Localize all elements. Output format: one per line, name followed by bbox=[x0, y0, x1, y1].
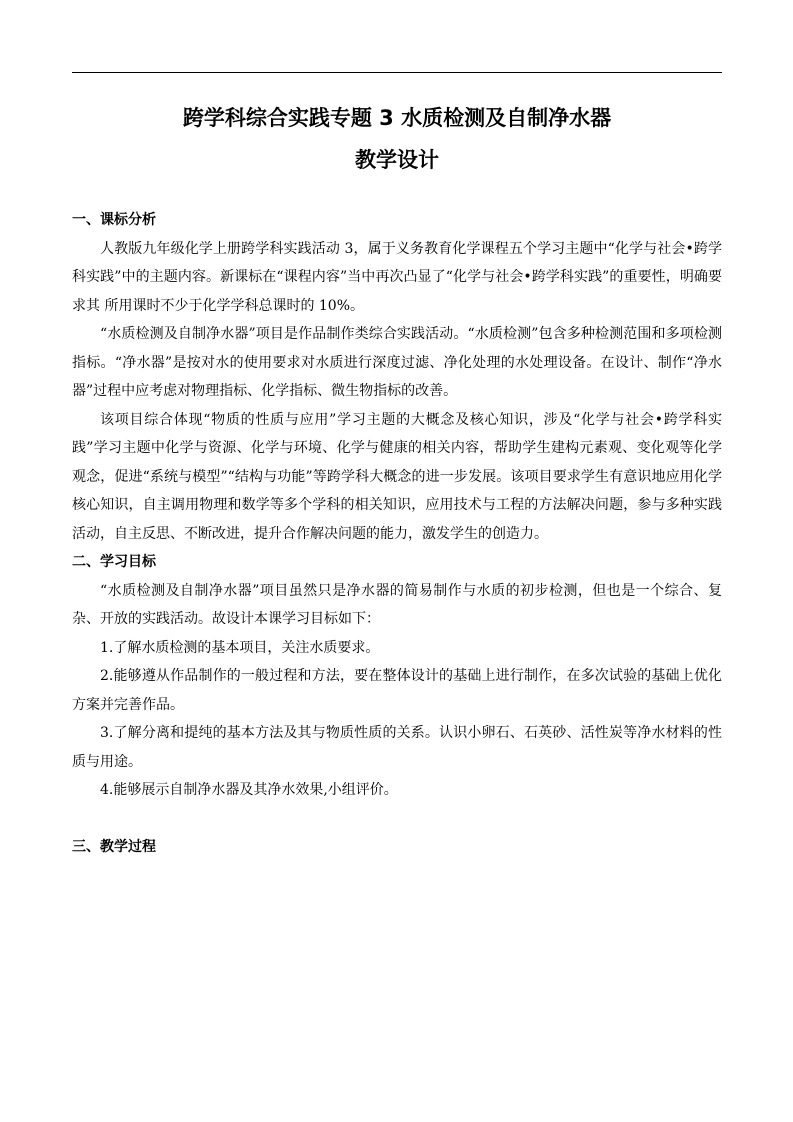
paragraph: “水质检测及自制净水器”项目是作品制作类综合实践活动。“水质检测”包含多种检测范围和多项检测指标。“净水器”是按对水的使用要求对水质进行深度过滤、净化处理的水处理设备。在设计、制作“净水器”过程中应考虑对物理指标、化学指标、微生物指标的改善。 bbox=[72, 326, 722, 399]
document-title: 跨学科综合实践专题 3 水质检测及自制净水器 bbox=[182, 106, 612, 130]
section-heading-objectives: 二、学习目标 bbox=[72, 554, 156, 570]
paragraph: “水质检测及自制净水器”项目虽然只是净水器的简易制作与水质的初步检测，但也是一个综合、复杂、开放的实践活动。故设计本课学习目标如下： bbox=[72, 582, 722, 627]
document-body bbox=[72, 206, 722, 861]
header-rule bbox=[72, 72, 722, 73]
section-heading-process: 三、教学过程 bbox=[72, 838, 156, 855]
objective-item: 4.能够展示自制净水器及其净水效果,小组评价。 bbox=[100, 782, 398, 798]
objective-item: 3.了解分离和提纯的基本方法及其与物质性质的关系。认识小卵石、石英砂、活性炭等净水材料的性质与用途。 bbox=[72, 725, 722, 770]
section-heading-curriculum: 一、课标分析 bbox=[72, 212, 156, 228]
paragraph: 人教版九年级化学上册跨学科实践活动 3，属于义务教育化学课程五个学习主题中“化学与社会•跨学科实践”中的主题内容。新课标在“课程内容”当中再次凸显了“化学与社会•跨学科实践”的重要性，明确要求其 所用课时不少于化学学科总课时的 10%。 bbox=[72, 240, 722, 314]
paragraph: 该项目综合体现“物质的性质与应用”学习主题的大概念及核心知识，涉及“化学与社会•跨学科实践”学习主题中化学与资源、化学与环境、化学与健康的相关内容，帮助学生建构元素观、变化观等化学观念，促进“系统与模型”“结构与功能”等跨学科大概念的进一步发展。该项目要求学生有意识地应用化学核心知识，自主调用物理和数学等多个学科的相关知识，应用技术与工程的方法解决问题，参与多种实践活动，自主反思、不断改进，提升合作解决问题的能力，激发学生的创造力。 bbox=[72, 411, 722, 542]
objective-item: 2.能够遵从作品制作的一般过程和方法，要在整体设计的基础上进行制作，在多次试验的基础上优化方案并完善作品。 bbox=[72, 668, 722, 713]
document-subtitle: 教学设计 bbox=[355, 148, 439, 172]
objective-item: 1.了解水质检测的基本项目，关注水质要求。 bbox=[100, 639, 380, 656]
